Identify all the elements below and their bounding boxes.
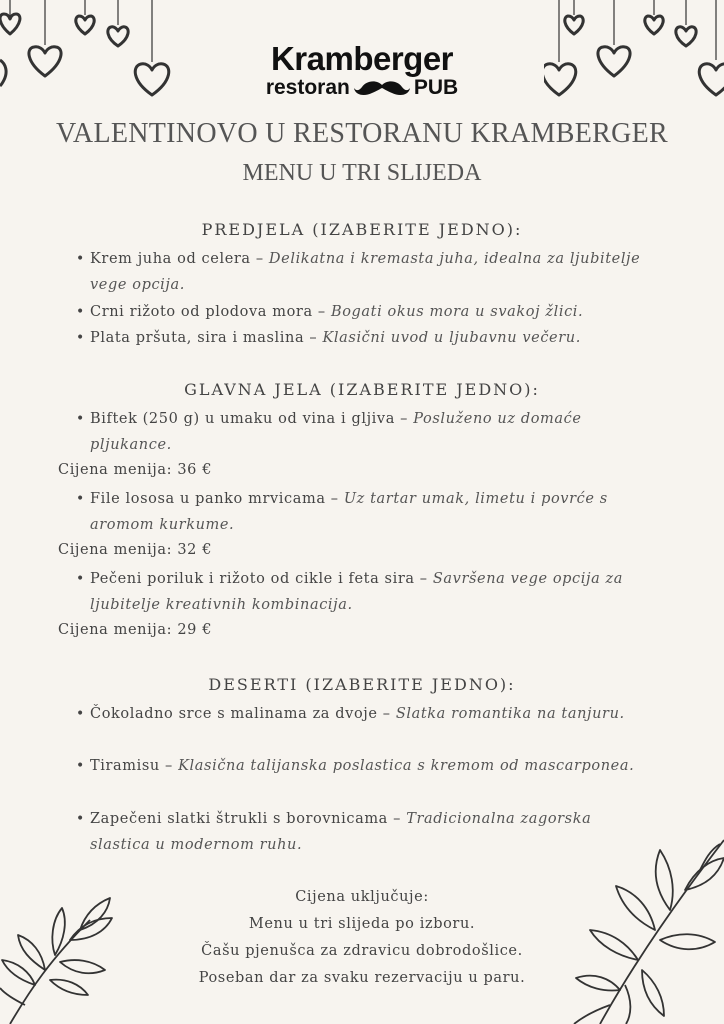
item-description: Bogati okus mora u svakoj žlici. [330,304,584,320]
item-description: Delikatna i kremasta juha, idealna za ljubitelje vege opcija. [90,251,641,293]
desserts-heading: DESERTI (IZABERITE JEDNO): [208,675,516,694]
bullet: • [76,571,85,587]
item-description: Slatka romantika na tanjuru. [395,706,625,722]
menu-price: Cijena menija: 32 € [58,542,213,558]
item-name: Biftek (250 g) u umaku od vina i gljiva – [90,411,414,427]
logo-title: Kramberger [270,40,454,77]
item-description: Klasična talijanska poslastica s kremom od mascarponea. [178,758,635,774]
bullet: • [76,411,85,427]
bullet: • [76,304,85,320]
menu-item [76,753,650,779]
menu-price: Cijena menija: 36 € [58,462,213,478]
menu-item [76,246,650,298]
menu-item [76,406,650,458]
item-name: Plata pršuta, sira i maslina – [90,330,323,346]
logo-left-word: restoran [265,76,350,99]
bullet: • [76,758,85,774]
menu-item [76,701,650,727]
leaf-branch-right-decoration [560,820,724,1024]
item-name: Pečeni poriluk i rižoto od cikle i feta sira – [90,571,433,587]
item-description: Klasični uvod u ljubavnu večeru. [322,330,581,346]
item-description: Posluženo uz domaće pljukance. [90,411,582,453]
menu-item [76,486,650,538]
item-name: Krem juha od celera – [90,251,269,267]
footer-line: Cijena uključuje: [295,889,429,905]
bullet: • [76,706,85,722]
bullet: • [76,811,85,827]
menu-item [76,299,650,325]
item-name: Tiramisu – [90,758,179,774]
footer-line: Čašu pjenušca za zdravicu dobrodošlice. [201,943,523,959]
footer-line: Menu u tri slijeda po izboru. [248,916,476,932]
menu-item [76,325,650,351]
bullet: • [76,251,85,267]
mains-heading: GLAVNA JELA (IZABERITE JEDNO): [184,380,540,399]
item-description: Tradicionalna zagorska slastica u modernom ruhu. [90,811,592,853]
logo-subtitle [266,76,458,100]
bullet: • [76,491,85,507]
leaf-branch-left-decoration [0,880,150,1024]
item-name: Crni rižoto od plodova mora – [90,304,331,320]
item-name: Zapečeni slatki štrukli s borovnicama – [90,811,407,827]
bullet: • [76,330,85,346]
mustache-icon [354,79,410,97]
page-title: VALENTINOVO U RESTORANU KRAMBERGER [56,118,668,149]
item-name: Čokoladno srce s malinama za dvoje – [90,706,396,722]
restaurant-logo [0,42,724,100]
logo-right-word: PUB [413,76,459,99]
footer-line: Poseban dar za svaku rezervaciju u paru. [198,970,526,986]
item-name: File lososa u panko mrvicama – [90,491,344,507]
menu-item [76,566,650,618]
menu-price: Cijena menija: 29 € [58,622,213,638]
item-description: Savršena vege opcija za ljubitelje kreativnih kombinacija. [90,571,624,613]
starters-heading: PREDJELA (IZABERITE JEDNO): [201,220,523,239]
page-subtitle: MENU U TRI SLIJEDA [242,160,482,186]
item-description: Uz tartar umak, limetu i povrće s aromom kurkume. [90,491,608,533]
